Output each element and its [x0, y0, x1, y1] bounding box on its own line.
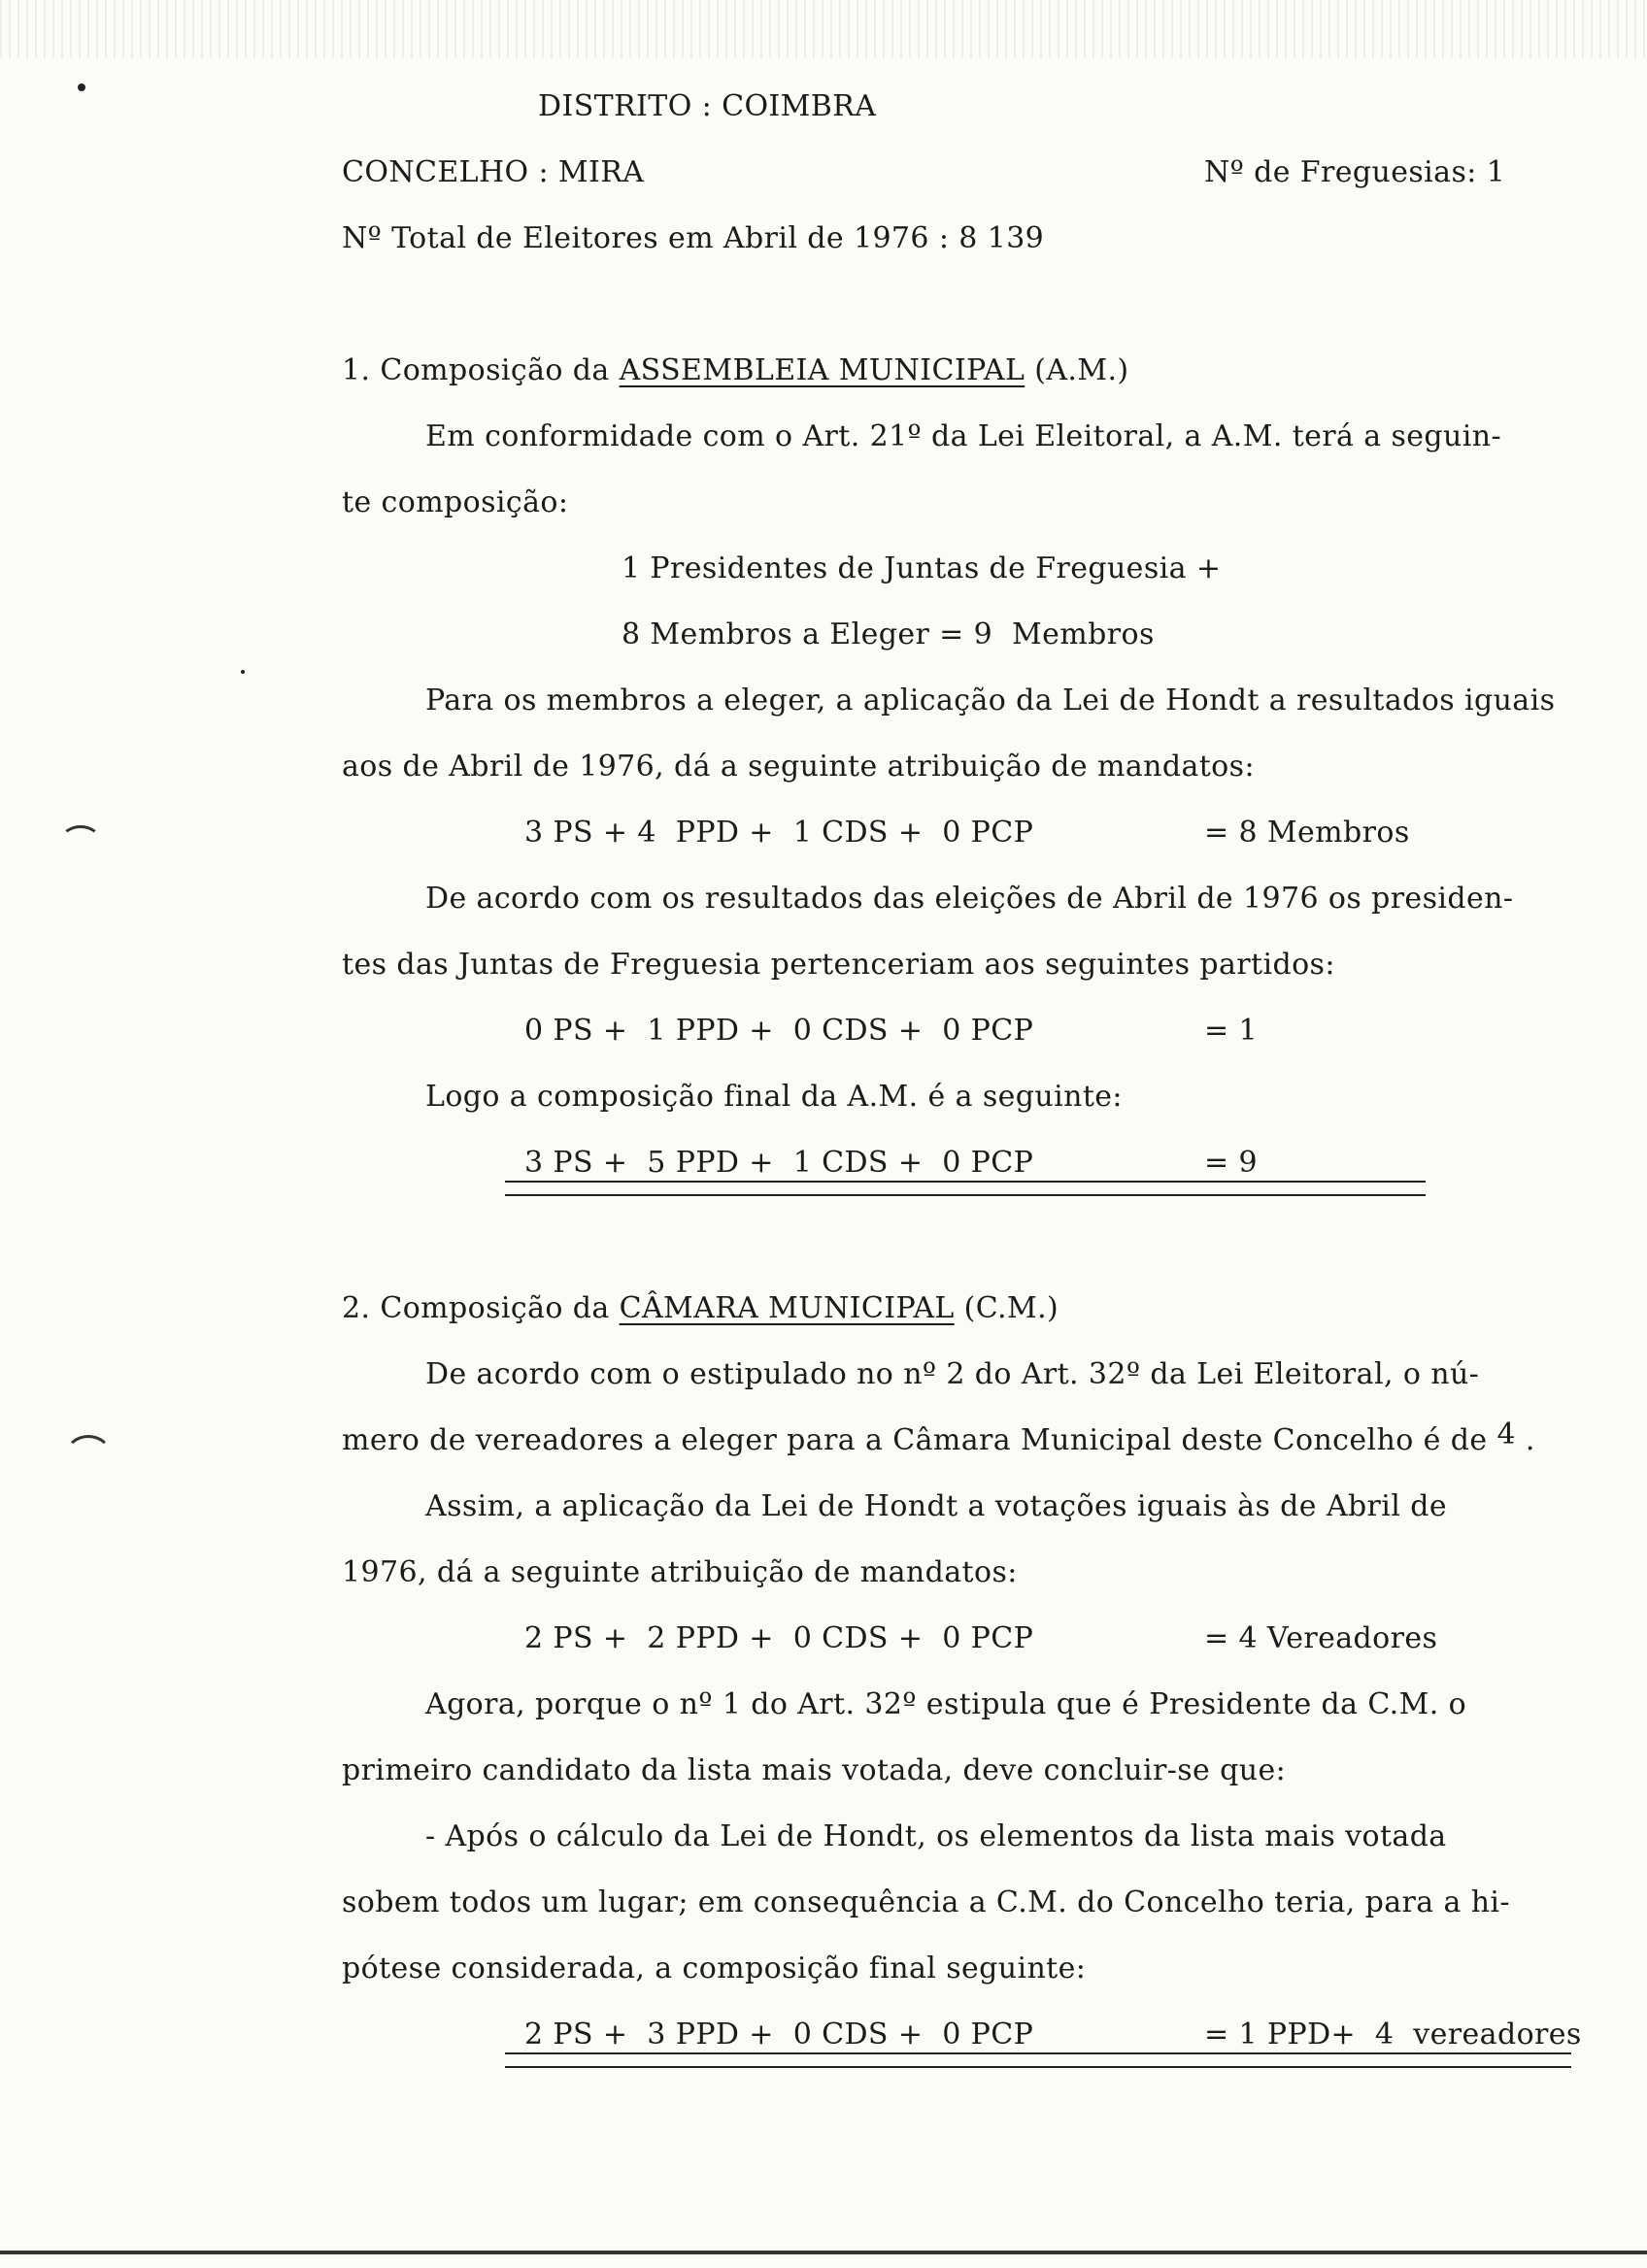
- scan-speck: [241, 670, 245, 674]
- section2-paragraph4-line2: sobem todos um lugar; em consequência a C.M. do Concelho teria, para a hi-: [342, 1885, 1510, 1919]
- cm-mandates-total: = 4 Vereadores: [1204, 1621, 1438, 1655]
- cm-final-equation: 2 PS + 3 PPD + 0 CDS + 0 PCP: [524, 2018, 1034, 2051]
- section2-heading-underlined: CÂMARA MUNICIPAL: [619, 1291, 955, 1325]
- section1-paragraph3-line2: tes das Juntas de Freguesia pertenceriam aos seguintes partidos:: [342, 948, 1335, 982]
- scan-bottom-edge: [0, 2251, 1647, 2254]
- composition-line1: 1 Presidentes de Juntas de Freguesia +: [622, 551, 1222, 585]
- section1-paragraph1-line1: Em conformidade com o Art. 21º da Lei Eleitoral, a A.M. terá a seguin-: [425, 419, 1502, 453]
- section2-paragraph4-line1: - Após o cálculo da Lei de Hondt, os elementos da lista mais votada: [425, 1819, 1447, 1853]
- scan-noise-top: [0, 0, 1647, 58]
- section1-paragraph4: Logo a composição final da A.M. é a seguinte:: [425, 1080, 1123, 1114]
- section2-paragraph1-line2: [342, 1418, 1535, 1458]
- scan-mark: [60, 825, 101, 856]
- section1-paragraph2-line1: Para os membros a eleger, a aplicação da Lei de Hondt a resultados iguais: [425, 684, 1556, 717]
- cm-final-total: = 1 PPD+ 4 vereadores: [1204, 2018, 1582, 2051]
- parish-presidents-equation: 0 PS + 1 PPD + 0 CDS + 0 PCP: [524, 1014, 1034, 1048]
- section1-heading-prefix: 1. Composição da: [342, 353, 620, 387]
- scan-mark: [64, 1435, 113, 1480]
- section2-paragraph3-line1: Agora, porque o nº 1 do Art. 32º estipula que é Presidente da C.M. o: [425, 1687, 1467, 1721]
- section2-heading-prefix: 2. Composição da: [342, 1291, 620, 1325]
- am-final-underline-1: [505, 1181, 1426, 1183]
- municipality-line: CONCELHO : MIRA: [342, 155, 645, 189]
- am-final-underline-2: [505, 1194, 1426, 1196]
- cm-mandates-equation: 2 PS + 2 PPD + 0 CDS + 0 PCP: [524, 1621, 1034, 1655]
- am-mandates-equation: 3 PS + 4 PPD + 1 CDS + 0 PCP: [524, 816, 1034, 850]
- cm-final-underline-1: [505, 2052, 1571, 2054]
- section2-paragraph3-line2: primeiro candidato da lista mais votada, deve concluir-se que:: [342, 1753, 1287, 1787]
- section2-paragraph2-line2: 1976, dá a seguinte atribuição de mandatos:: [342, 1555, 1018, 1589]
- composition-line2: 8 Membros a Eleger = 9 Membros: [622, 617, 1155, 651]
- section1-paragraph1-line2: te composição:: [342, 485, 569, 519]
- councillor-count: 4: [1496, 1418, 1516, 1451]
- total-voters-line: Nº Total de Eleitores em Abril de 1976 : 8 139: [342, 221, 1045, 255]
- section2-paragraph4-line3: pótese considerada, a composição final seguinte:: [342, 1951, 1087, 1985]
- district-line: DISTRITO : COIMBRA: [538, 89, 877, 123]
- section1-paragraph3-line1: De acordo com os resultados das eleições de Abril de 1976 os presiden-: [425, 882, 1514, 916]
- section1-heading-suffix: (A.M.): [1025, 353, 1129, 387]
- section2-paragraph1-line1: De acordo com o estipulado no nº 2 do Art. 32º da Lei Eleitoral, o nú-: [425, 1357, 1480, 1391]
- section2-paragraph1-text: mero de vereadores a eleger para a Câmara Municipal deste Concelho é de: [342, 1423, 1488, 1457]
- am-final-equation: 3 PS + 5 PPD + 1 CDS + 0 PCP: [524, 1146, 1034, 1180]
- section1-heading-underlined: ASSEMBLEIA MUNICIPAL: [619, 353, 1025, 387]
- parish-count: Nº de Freguesias: 1: [1204, 155, 1506, 189]
- am-final-total: = 9: [1204, 1146, 1258, 1180]
- parish-presidents-total: = 1: [1204, 1014, 1258, 1048]
- sentence-end: .: [1525, 1423, 1535, 1457]
- section2-paragraph2-line1: Assim, a aplicação da Lei de Hondt a votações iguais às de Abril de: [425, 1489, 1447, 1523]
- am-mandates-total: = 8 Membros: [1204, 816, 1410, 850]
- scan-speck: [78, 83, 85, 91]
- cm-final-underline-2: [505, 2066, 1571, 2068]
- section2-heading: [342, 1291, 1059, 1326]
- section1-paragraph2-line2: aos de Abril de 1976, dá a seguinte atribuição de mandatos:: [342, 750, 1255, 784]
- section2-heading-suffix: (C.M.): [954, 1291, 1059, 1325]
- section1-heading: [342, 353, 1129, 388]
